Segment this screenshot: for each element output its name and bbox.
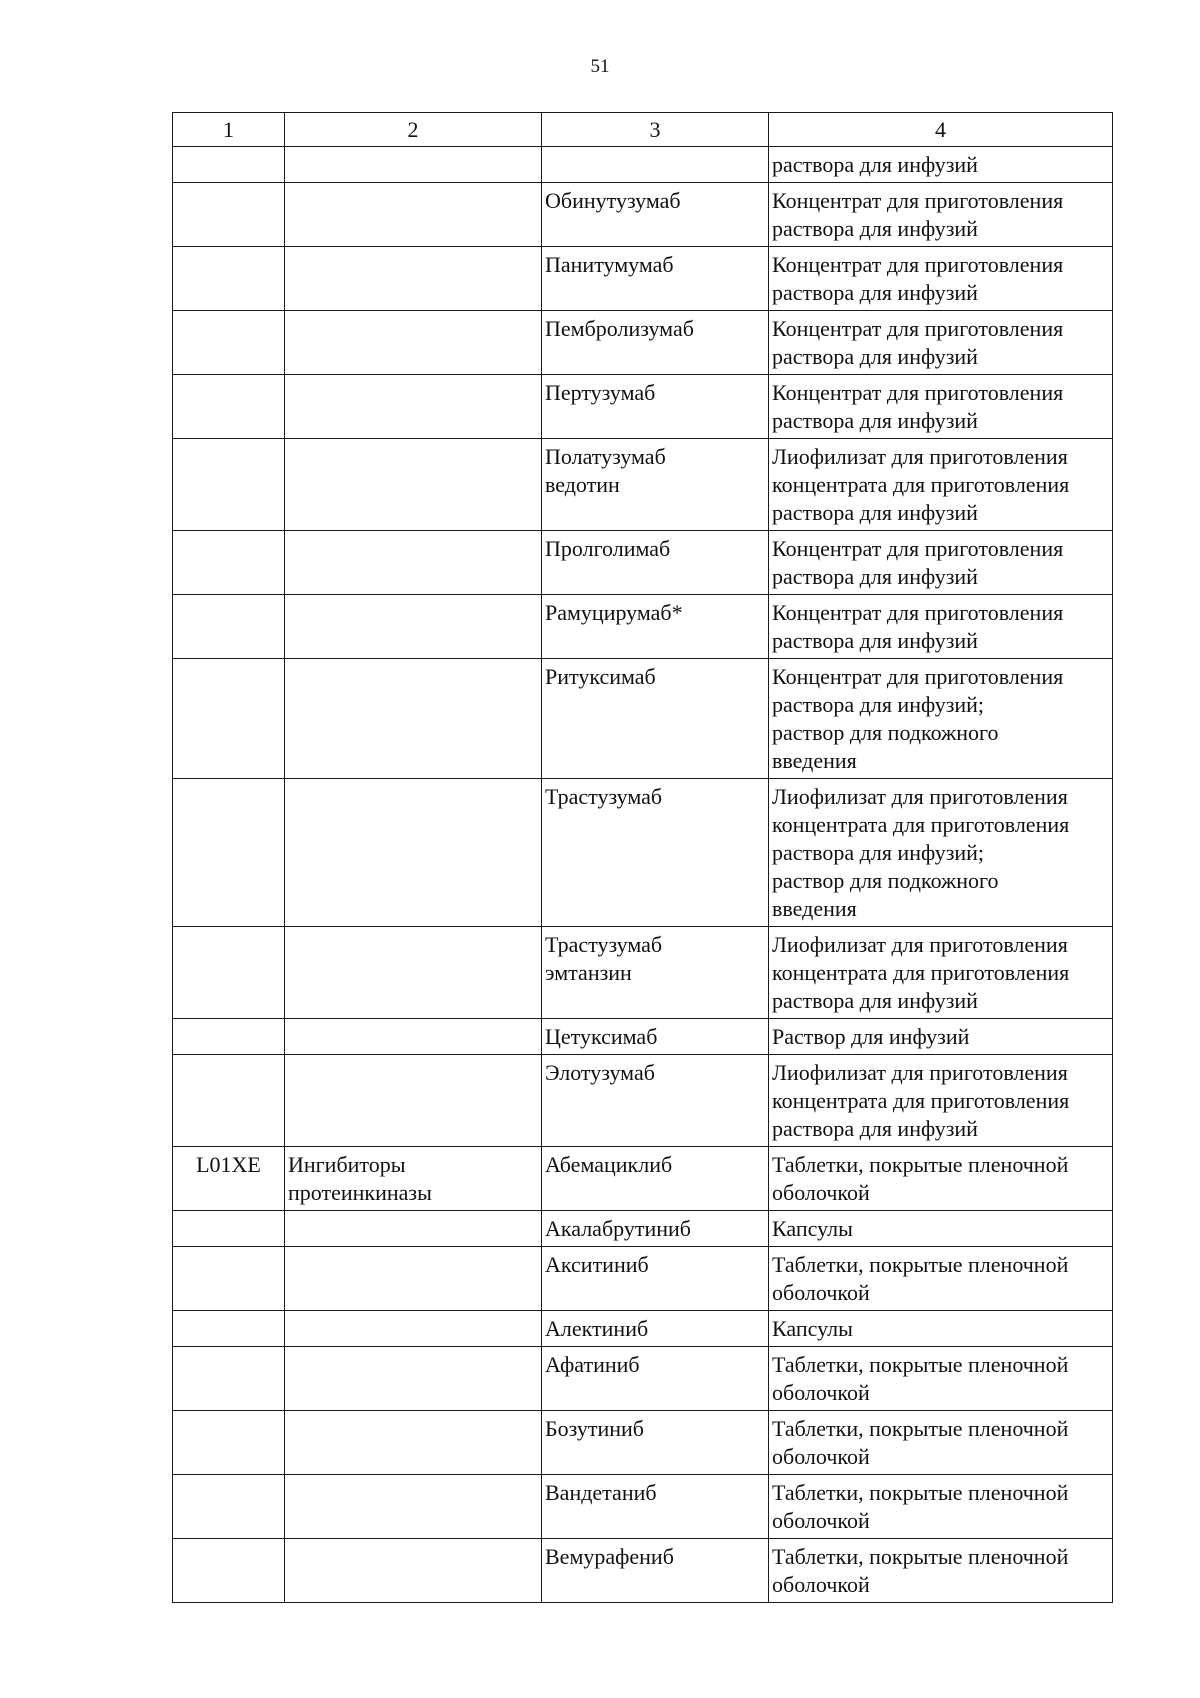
group-name-cell: Ингибиторы протеинкиназы xyxy=(285,1147,542,1211)
dosage-form-cell: Концентрат для приготовления раствора для инфузий xyxy=(769,375,1113,439)
table-row xyxy=(173,1475,1113,1539)
table-row xyxy=(173,1147,1113,1211)
atc-code-cell xyxy=(173,247,285,311)
header-cell-1: 1 xyxy=(173,113,285,147)
group-name-cell xyxy=(285,1411,542,1475)
dosage-form-cell: Лиофилизат для приготовления концентрата для приготовления раствора для инфузий xyxy=(769,1055,1113,1147)
atc-code-cell xyxy=(173,659,285,779)
header-cell-3: 3 xyxy=(542,113,769,147)
atc-code-cell xyxy=(173,1019,285,1055)
table-row xyxy=(173,1211,1113,1247)
drug-name-cell: Полатузумаб ведотин xyxy=(542,439,769,531)
group-name-cell xyxy=(285,1211,542,1247)
atc-code-cell xyxy=(173,1055,285,1147)
dosage-form-cell: Концентрат для приготовления раствора для инфузий; раствор для подкожного введения xyxy=(769,659,1113,779)
drug-name-cell xyxy=(542,147,769,183)
atc-code-cell xyxy=(173,1539,285,1603)
group-name-cell xyxy=(285,1311,542,1347)
table-row xyxy=(173,531,1113,595)
page-number: 51 xyxy=(590,56,610,77)
drug-name-cell: Трастузумаб xyxy=(542,779,769,927)
dosage-form-cell: Концентрат для приготовления раствора для инфузий xyxy=(769,311,1113,375)
atc-code-cell xyxy=(173,1247,285,1311)
dosage-form-cell: Раствор для инфузий xyxy=(769,1019,1113,1055)
group-name-cell xyxy=(285,779,542,927)
drug-name-cell: Пролголимаб xyxy=(542,531,769,595)
table-row xyxy=(173,1311,1113,1347)
dosage-form-cell: Лиофилизат для приготовления концентрата для приготовления раствора для инфузий xyxy=(769,927,1113,1019)
table-row xyxy=(173,439,1113,531)
table-row xyxy=(173,1055,1113,1147)
atc-code-cell xyxy=(173,1311,285,1347)
drug-name-cell: Пембролизумаб xyxy=(542,311,769,375)
atc-code-cell xyxy=(173,927,285,1019)
atc-code-cell: L01XE xyxy=(173,1147,285,1211)
atc-code-cell xyxy=(173,311,285,375)
drug-name-cell: Акалабрутиниб xyxy=(542,1211,769,1247)
drug-name-cell: Абемациклиб xyxy=(542,1147,769,1211)
atc-code-cell xyxy=(173,183,285,247)
dosage-form-cell: Таблетки, покрытые пленочной оболочкой xyxy=(769,1411,1113,1475)
drug-name-cell: Алектиниб xyxy=(542,1311,769,1347)
dosage-form-cell: Концентрат для приготовления раствора для инфузий xyxy=(769,595,1113,659)
table-row xyxy=(173,1247,1113,1311)
dosage-form-cell: Концентрат для приготовления раствора для инфузий xyxy=(769,183,1113,247)
table-row xyxy=(173,147,1113,183)
atc-code-cell xyxy=(173,1211,285,1247)
atc-code-cell xyxy=(173,439,285,531)
atc-code-cell xyxy=(173,1411,285,1475)
dosage-form-cell: Таблетки, покрытые пленочной оболочкой xyxy=(769,1147,1113,1211)
dosage-form-cell: Лиофилизат для приготовления концентрата для приготовления раствора для инфузий xyxy=(769,439,1113,531)
group-name-cell xyxy=(285,659,542,779)
table-row xyxy=(173,1347,1113,1411)
dosage-form-cell: Концентрат для приготовления раствора для инфузий xyxy=(769,531,1113,595)
drug-name-cell: Афатиниб xyxy=(542,1347,769,1411)
dosage-form-cell: Таблетки, покрытые пленочной оболочкой xyxy=(769,1247,1113,1311)
drug-name-cell: Панитумумаб xyxy=(542,247,769,311)
group-name-cell xyxy=(285,1475,542,1539)
drug-name-cell: Трастузумаб эмтанзин xyxy=(542,927,769,1019)
group-name-cell xyxy=(285,311,542,375)
group-name-cell xyxy=(285,247,542,311)
group-name-cell xyxy=(285,531,542,595)
group-name-cell xyxy=(285,1019,542,1055)
table-row xyxy=(173,779,1113,927)
atc-code-cell xyxy=(173,147,285,183)
group-name-cell xyxy=(285,439,542,531)
group-name-cell xyxy=(285,595,542,659)
atc-code-cell xyxy=(173,375,285,439)
group-name-cell xyxy=(285,1247,542,1311)
group-name-cell xyxy=(285,183,542,247)
table-row xyxy=(173,311,1113,375)
drug-name-cell: Элотузумаб xyxy=(542,1055,769,1147)
header-cell-2: 2 xyxy=(285,113,542,147)
drug-name-cell: Вемурафениб xyxy=(542,1539,769,1603)
dosage-form-cell: Таблетки, покрытые пленочной оболочкой xyxy=(769,1347,1113,1411)
group-name-cell xyxy=(285,927,542,1019)
drug-name-cell: Цетуксимаб xyxy=(542,1019,769,1055)
dosage-form-cell: Таблетки, покрытые пленочной оболочкой xyxy=(769,1539,1113,1603)
atc-code-cell xyxy=(173,1347,285,1411)
table-row xyxy=(173,247,1113,311)
group-name-cell xyxy=(285,375,542,439)
group-name-cell xyxy=(285,1539,542,1603)
table-row xyxy=(173,1019,1113,1055)
drug-name-cell: Бозутиниб xyxy=(542,1411,769,1475)
atc-code-cell xyxy=(173,779,285,927)
table-row xyxy=(173,1539,1113,1603)
table-row xyxy=(173,183,1113,247)
drug-name-cell: Акситиниб xyxy=(542,1247,769,1311)
group-name-cell xyxy=(285,147,542,183)
drug-name-cell: Пертузумаб xyxy=(542,375,769,439)
group-name-cell xyxy=(285,1055,542,1147)
drug-table xyxy=(172,112,1113,1603)
dosage-form-cell: Лиофилизат для приготовления концентрата для приготовления раствора для инфузий; раствор для подкожного введения xyxy=(769,779,1113,927)
table-row xyxy=(173,659,1113,779)
dosage-form-cell: Капсулы xyxy=(769,1311,1113,1347)
drug-name-cell: Рамуцирумаб* xyxy=(542,595,769,659)
table-row xyxy=(173,927,1113,1019)
table-row xyxy=(173,375,1113,439)
dosage-form-cell: Таблетки, покрытые пленочной оболочкой xyxy=(769,1475,1113,1539)
dosage-form-cell: Капсулы xyxy=(769,1211,1113,1247)
table-row xyxy=(173,1411,1113,1475)
header-cell-4: 4 xyxy=(769,113,1113,147)
drug-name-cell: Ритуксимаб xyxy=(542,659,769,779)
table-header-row xyxy=(173,113,1113,147)
drug-name-cell: Обинутузумаб xyxy=(542,183,769,247)
atc-code-cell xyxy=(173,1475,285,1539)
atc-code-cell xyxy=(173,531,285,595)
table-row xyxy=(173,595,1113,659)
dosage-form-cell: раствора для инфузий xyxy=(769,147,1113,183)
dosage-form-cell: Концентрат для приготовления раствора для инфузий xyxy=(769,247,1113,311)
atc-code-cell xyxy=(173,595,285,659)
group-name-cell xyxy=(285,1347,542,1411)
drug-name-cell: Вандетаниб xyxy=(542,1475,769,1539)
